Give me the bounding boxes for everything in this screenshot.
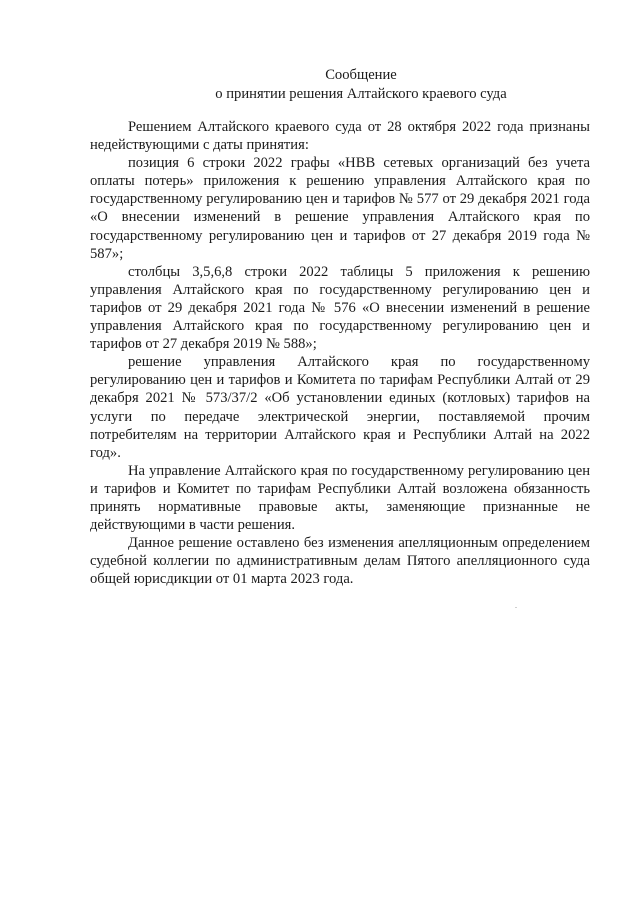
document-title: Сообщение [325,67,397,83]
paragraph-appeal: Данное решение оставлено без изменения апелляционным определением судебной коллегии по административным делам Пятого апелляционного суда общей юрисдикции от 01 марта 2023 года. [90,535,590,588]
document-body [90,118,590,588]
paragraph-item-columns: столбцы 3,5,6,8 строки 2022 таблицы 5 приложения к решению управления Алтайского края по государственному регулированию цен и тарифов от 29 декабря 2021 года № 576 «О внесении изменений в решение управления Алтайского края по государственному регулированию цен и тарифов от 27 декабря 2019 № 588»; [90,263,590,353]
paragraph-intro: Решением Алтайского краевого суда от 28 октября 2022 года признаны недействующими с даты принятия: [90,119,590,154]
title-block [0,66,640,104]
paragraph-item-position-6: позиция 6 строки 2022 графы «НВВ сетевых организаций без учета оплаты потерь» приложения к решению управления Алтайского края по государственному регулированию цен и тарифов № 577 от 29 декабря 2021 года «О внесении изменений в решение управления Алтайского края по государственному регулированию цен и тарифов от 27 декабря 2019 года № 587»; [90,155,590,262]
paragraph-obligation: На управление Алтайского края по государственному регулированию цен и тарифов и Комитет по тарифам Республики Алтай возложена обязанность принять нормативные правовые акты, заменяющие признанные не действующими в части решения. [90,462,590,534]
document-subtitle: о принятии решения Алтайского краевого суда [215,86,507,102]
scan-speck [515,607,517,608]
paragraph-item-decision: решение управления Алтайского края по государственному регулированию цен и тарифов и Комитета по тарифам Республики Алтай от 29 декабря 2021 № 573/37/2 «Об установлении единых (котловых) тарифов на услуги по передаче электрической энергии, поставляемой прочим потребителям на территории Алтайского края и Республики Алтай на 2022 год». [90,354,590,461]
